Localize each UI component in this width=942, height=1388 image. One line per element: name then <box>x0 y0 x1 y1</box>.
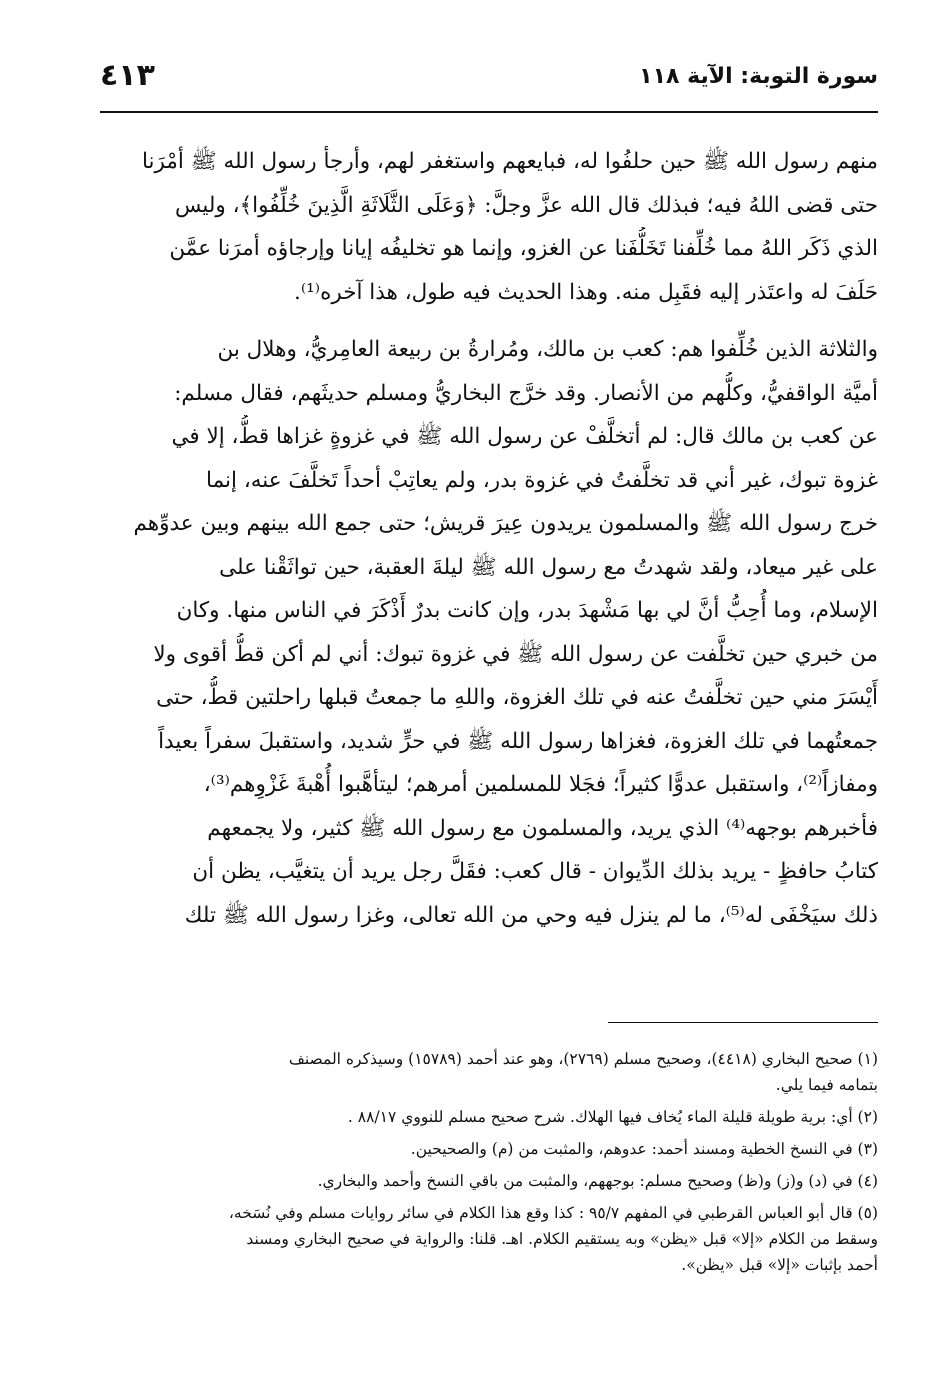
text-line: خرج رسول الله ﷺ والمسلمون يريدون عِيرَ قريش؛ حتى جمع الله بينهم وبين عدوِّهم <box>133 511 878 536</box>
page-number: ٤١٣ <box>100 58 155 93</box>
text-line: فأخبرهم بوجهه⁽⁴⁾ الذي يريد، والمسلمون مع رسول الله ﷺ كثير، ولا يجمعهم <box>207 815 878 841</box>
text-line: من خبري حين تخلَّفت عن رسول الله ﷺ في غزوة تبوك: أني لم أكن قطُّ أقوى ولا <box>153 641 878 667</box>
footnote-5-continuation: أحمد بإثبات «إلا» قبل «يظن». <box>681 1256 878 1274</box>
footnote-2-line: (٢) أي: برية طويلة قليلة الماء يُخاف فيها الهلاك. شرح صحيح مسلم للنووي ٨٨/١٧ . <box>347 1108 878 1126</box>
footnotes <box>100 1046 878 1278</box>
text-line: أَيْسَرَ مني حين تخلَّفتُ عنه في تلك الغزوة، واللهِ ما جمعتُ قبلها راحلتين قطُّ، حتى <box>156 685 878 710</box>
footnote-separator <box>608 1022 878 1023</box>
main-text <box>100 140 878 937</box>
header-rule <box>100 111 878 113</box>
footnote-5-continuation: وسقط من الكلام «إلا» قبل «يظن» وبه يستقيم الكلام. اهـ. قلنا: والرواية في صحيح البخاري ومسند <box>246 1230 878 1248</box>
text-line: منهم رسول الله ﷺ حين حلفُوا له، فبايعهم واستغفر لهم، وأرجأ رسول الله ﷺ أمْرَنا <box>142 149 878 174</box>
footnote-4-line: (٤) في (د) و(ز) و(ظ) وصحيح مسلم: بوجههم، والمثبت من باقي النسخ وأحمد والبخاري. <box>317 1172 878 1190</box>
text-line: ذلك سيَخْفَى له⁽⁵⁾، ما لم ينزل فيه وحي من الله تعالى، وغزا رسول الله ﷺ تلك <box>184 902 878 928</box>
footnote-3-line: (٣) في النسخ الخطية ومسند أحمد: عدوهم، والمثبت من (م) والصحيحين. <box>410 1140 878 1158</box>
text-line: عن كعب بن مالك قال: لم أتخلَّفْ عن رسول الله ﷺ في غزوةٍ غزاها قطُّ، إلا في <box>171 424 878 449</box>
text-line: غزوة تبوك، غير أني قد تخلَّفتُ في غزوة بدر، ولم يعاتِبْ أحداً تَخلَّفَ عنه، إنما <box>206 467 878 493</box>
page-header <box>100 58 878 108</box>
text-line: جمعتُهما في تلك الغزوة، فغزاها رسول الله ﷺ في حرٍّ شديد، واستقبلَ سفراً بعيداً <box>158 728 878 754</box>
text-line: كتابُ حافظٍ - يريد بذلك الدِّيوان - قال كعب: فقَلَّ رجل يريد أن يتغيَّب، يظن أن <box>192 859 878 884</box>
text-line: حَلَفَ له واعتَذر إليه فقَبِل منه. وهذا الحديث فيه طول، هذا آخره⁽¹⁾. <box>294 279 878 305</box>
footnote-1-continuation: بتمامه فيما يلي. <box>775 1076 878 1094</box>
running-title: سورة التوبة: الآية ١١٨ <box>639 64 878 89</box>
paragraph-gap <box>100 314 878 328</box>
text-line: والثلاثة الذين خُلِّفوا هم: كعب بن مالك، ومُرارةُ بن ربيعة العامِريُّ، وهلال بن <box>217 337 878 362</box>
text-line: الذي ذَكَر اللهُ مما خُلِّفنا تَخَلُّفَنا عن الغزو، وإنما هو تخليفُه إيانا وإرجاؤه أمرَنا عمَّن <box>169 236 878 261</box>
footnote-5-line: (٥) قال أبو العباس القرطبي في المفهم ٩٥/٧ : كذا وقع هذا الكلام في سائر روايات مسلم وفي نُسَخه، <box>228 1204 878 1222</box>
text-line: الإسلام، وما أُحِبُّ أنَّ لي بها مَشْهدَ بدر، وإن كانت بدرٌ أَذْكَرَ في الناس منها. وكان <box>176 598 878 623</box>
text-line: على غير ميعاد، ولقد شهدتُ مع رسول الله ﷺ ليلةَ العقبة، حين تواثَقْنا على <box>219 554 878 580</box>
text-line: حتى قضى اللهُ فيه؛ فبذلك قال الله عزَّ وجلَّ: ﴿وَعَلَى الثَّلَاثَةِ الَّذِينَ خُلِّفُوا﴾، وليس <box>174 192 878 218</box>
text-line: أميَّة الواقفيُّ، وكلُّهم من الأنصار. وقد خرَّج البخاريُّ ومسلم حديثَهم، فقال مسلم: <box>174 380 878 406</box>
footnote-1-line: (١) صحيح البخاري (٤٤١٨)، وصحيح مسلم (٢٧٦٩)، وهو عند أحمد (١٥٧٨٩) وسيذكره المصنف <box>288 1050 878 1068</box>
text-line: ومفازاً⁽²⁾، واستقبل عدوًّا كثيراً؛ فجَلا للمسلمين أمرهم؛ ليتأهَّبوا أُهْبةَ غَزْوِهم⁽³⁾، <box>203 772 878 797</box>
